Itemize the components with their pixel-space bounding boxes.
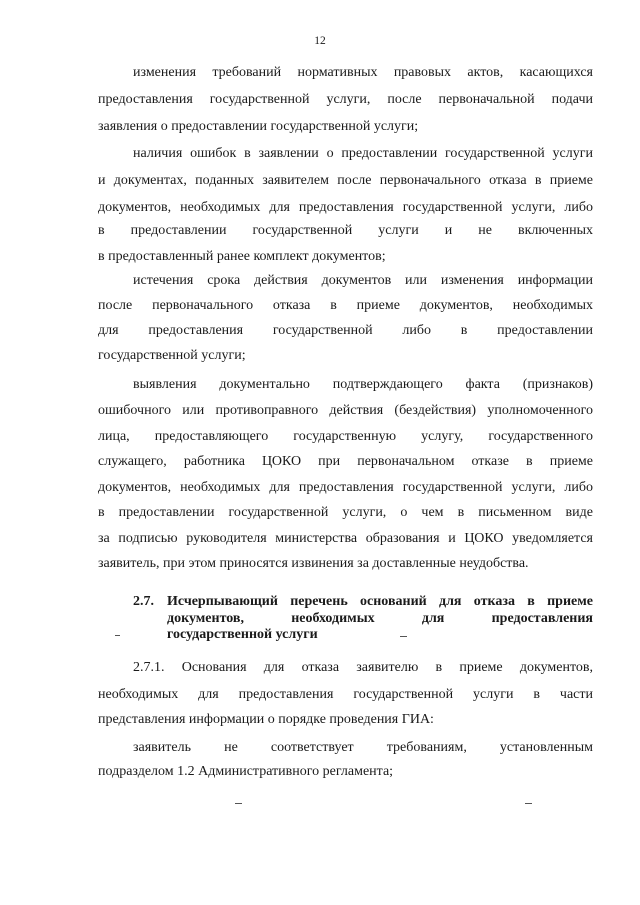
section-title-line: Исчерпывающий перечень оснований для отказа в приеме bbox=[167, 594, 593, 609]
paragraph-line: в предоставленный ранее комплект документов; bbox=[98, 249, 386, 264]
scan-mark bbox=[400, 636, 407, 637]
subsection-line: необходимых для предоставления государственной услуги в части bbox=[98, 687, 593, 702]
section-title-line: государственной услуги bbox=[167, 627, 318, 642]
scan-mark bbox=[525, 803, 532, 804]
scan-mark bbox=[235, 803, 242, 804]
paragraph-line: и документах, поданных заявителем после первоначального отказа в приеме bbox=[98, 173, 593, 188]
paragraph-line: предоставления государственной услуги, после первоначальной подачи bbox=[98, 92, 593, 107]
subsection-line: 2.7.1. Основания для отказа заявителю в приеме документов, bbox=[133, 660, 593, 675]
paragraph-line: государственной услуги; bbox=[98, 348, 246, 363]
paragraph-line: за подписью руководителя министерства образования и ЦОКО уведомляется bbox=[98, 531, 593, 546]
subsection-line: представления информации о порядке проведения ГИА: bbox=[98, 712, 434, 727]
paragraph-line: наличия ошибок в заявлении о предоставлении государственной услуги bbox=[133, 146, 593, 161]
section-number: 2.7. bbox=[133, 594, 154, 609]
paragraph-line: документов, необходимых для предоставления государственной услуги, либо bbox=[98, 200, 593, 215]
item-line: подразделом 1.2 Административного регламента; bbox=[98, 764, 394, 779]
section-title-line: документов, необходимых для предоставления bbox=[167, 611, 593, 626]
paragraph-line: изменения требований нормативных правовых актов, касающихся bbox=[133, 65, 593, 80]
paragraph-line: в предоставлении государственной услуги, о чем в письменном виде bbox=[98, 505, 593, 520]
paragraph-line: ошибочного или противоправного действия (бездействия) уполномоченного bbox=[98, 403, 593, 418]
paragraph-line: заявитель, при этом приносятся извинения за доставленные неудобства. bbox=[98, 556, 529, 571]
item-line: заявитель не соответствует требованиям, установленным bbox=[133, 740, 593, 755]
paragraph-line: документов, необходимых для предоставления государственной услуги, либо bbox=[98, 480, 593, 495]
paragraph-line: истечения срока действия документов или изменения информации bbox=[133, 273, 593, 288]
scan-mark bbox=[115, 635, 120, 636]
paragraph-line: служащего, работника ЦОКО при первоначальном отказе в приеме bbox=[98, 454, 593, 469]
paragraph-line: для предоставления государственной либо в предоставлении bbox=[98, 323, 593, 338]
paragraph-line: после первоначального отказа в приеме документов, необходимых bbox=[98, 298, 593, 313]
page-number: 12 bbox=[314, 35, 326, 47]
paragraph-line: лица, предоставляющего государственную услугу, государственного bbox=[98, 429, 593, 444]
paragraph-line: выявления документально подтверждающего факта (признаков) bbox=[133, 377, 593, 392]
paragraph-line: заявления о предоставлении государственной услуги; bbox=[98, 119, 419, 134]
paragraph-line: в предоставлении государственной услуги и не включенных bbox=[98, 223, 593, 238]
